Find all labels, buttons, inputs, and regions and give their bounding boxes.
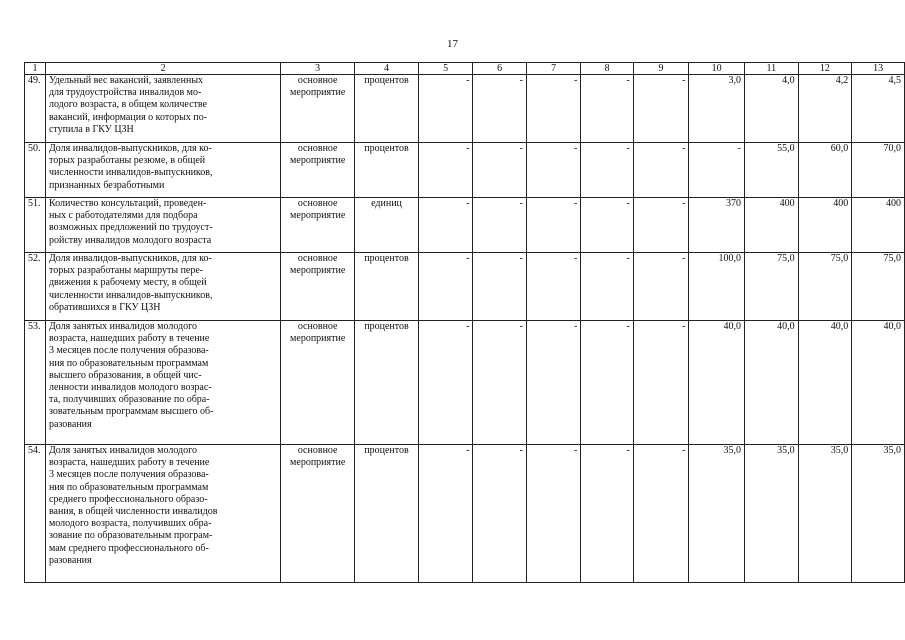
value-cell: 60,0 [798,143,852,198]
table-row [25,75,905,143]
column-header: 2 [45,63,280,75]
value-cell: 370 [689,198,745,253]
column-header: 8 [581,63,633,75]
column-header: 4 [355,63,419,75]
indicator-name: Количество консультаций, проведен- ных с работодателями для подбора возможных предложений по трудоуст- ройству инвалидов молодого возраста [45,198,280,253]
value-cell: 35,0 [798,445,852,583]
value-cell: 40,0 [689,321,745,445]
value-cell: - [581,321,633,445]
indicator-name: Доля занятых инвалидов молодого возраста, нашедших работу в течение 3 месяцев после получения образова- ния по образовательным программам высшего образования, в общей чис- ленности инвалидов молодого возрас- та, получивших образование по обра- зовательным программам высшего об- разования [45,321,280,445]
value-cell: - [526,198,580,253]
value-cell: - [418,143,472,198]
value-cell: - [473,445,526,583]
indicator-name: Доля инвалидов-выпускников, для ко- торых разработаны резюме, в общей численности инвалидов-выпускников, признанных безработными [45,143,280,198]
column-header: 13 [852,63,905,75]
table-row [25,198,905,253]
indicators-table [24,62,905,583]
value-cell: 4,0 [744,75,798,143]
column-header: 7 [526,63,580,75]
value-cell: 75,0 [852,253,905,321]
indicator-type: основное мероприятие [281,321,355,445]
value-cell: - [473,75,526,143]
unit-of-measure: процентов [355,75,419,143]
value-cell: - [418,321,472,445]
value-cell: - [581,198,633,253]
column-header: 11 [744,63,798,75]
value-cell: - [581,75,633,143]
value-cell: 75,0 [744,253,798,321]
indicator-type: основное мероприятие [281,143,355,198]
value-cell: - [418,253,472,321]
indicator-type: основное мероприятие [281,445,355,583]
value-cell: - [418,75,472,143]
value-cell: - [418,198,472,253]
table-row [25,445,905,583]
indicator-type: основное мероприятие [281,198,355,253]
value-cell: - [473,321,526,445]
value-cell: - [473,198,526,253]
column-header: 3 [281,63,355,75]
unit-of-measure: единиц [355,198,419,253]
value-cell: - [473,253,526,321]
indicator-type: основное мероприятие [281,253,355,321]
table-row [25,143,905,198]
unit-of-measure: процентов [355,321,419,445]
value-cell: 35,0 [689,445,745,583]
value-cell: 400 [798,198,852,253]
value-cell: - [526,321,580,445]
row-number: 50. [25,143,46,198]
value-cell: - [633,445,688,583]
row-number: 52. [25,253,46,321]
value-cell: - [526,445,580,583]
value-cell: 55,0 [744,143,798,198]
column-header: 12 [798,63,852,75]
value-cell: 70,0 [852,143,905,198]
value-cell: 40,0 [798,321,852,445]
row-number: 49. [25,75,46,143]
unit-of-measure: процентов [355,445,419,583]
value-cell: 400 [744,198,798,253]
table-body [25,63,905,583]
row-number: 51. [25,198,46,253]
value-cell: - [473,143,526,198]
column-header: 5 [418,63,472,75]
value-cell: 400 [852,198,905,253]
value-cell: 40,0 [852,321,905,445]
indicator-type: основное мероприятие [281,75,355,143]
indicator-name: Удельный вес вакансий, заявленных для трудоустройства инвалидов мо- лодого возраста, в общем количестве вакансий, информация о которых по- ступила в ГКУ ЦЗН [45,75,280,143]
value-cell: 40,0 [744,321,798,445]
column-header: 9 [633,63,688,75]
value-cell: 4,2 [798,75,852,143]
value-cell: - [526,143,580,198]
table-row [25,321,905,445]
unit-of-measure: процентов [355,143,419,198]
value-cell: - [581,143,633,198]
indicator-name: Доля инвалидов-выпускников, для ко- торых разработаны маршруты пере- движения к рабочему месту, в общей численности инвалидов-выпускников, обратившихся в ГКУ ЦЗН [45,253,280,321]
column-number-row [25,63,905,75]
row-number: 54. [25,445,46,583]
value-cell: - [633,198,688,253]
page-number: 17 [447,38,458,50]
column-header: 1 [25,63,46,75]
value-cell: 75,0 [798,253,852,321]
value-cell: - [689,143,745,198]
value-cell: - [418,445,472,583]
table-row [25,253,905,321]
value-cell: 3,0 [689,75,745,143]
value-cell: - [581,445,633,583]
value-cell: - [526,253,580,321]
value-cell: - [633,143,688,198]
unit-of-measure: процентов [355,253,419,321]
value-cell: 35,0 [744,445,798,583]
column-header: 6 [473,63,526,75]
value-cell: - [633,75,688,143]
value-cell: - [633,253,688,321]
value-cell: - [633,321,688,445]
indicator-name: Доля занятых инвалидов молодого возраста, нашедших работу в течение 3 месяцев после получения образова- ния по образовательным программам среднего профессионального образо- вания, в общей численности инвалидов молодого возраста, получивших обра- зование по образовательным програм- мам среднего профессионального об- разования [45,445,280,583]
column-header: 10 [689,63,745,75]
value-cell: 35,0 [852,445,905,583]
value-cell: 100,0 [689,253,745,321]
value-cell: 4,5 [852,75,905,143]
value-cell: - [526,75,580,143]
row-number: 53. [25,321,46,445]
value-cell: - [581,253,633,321]
